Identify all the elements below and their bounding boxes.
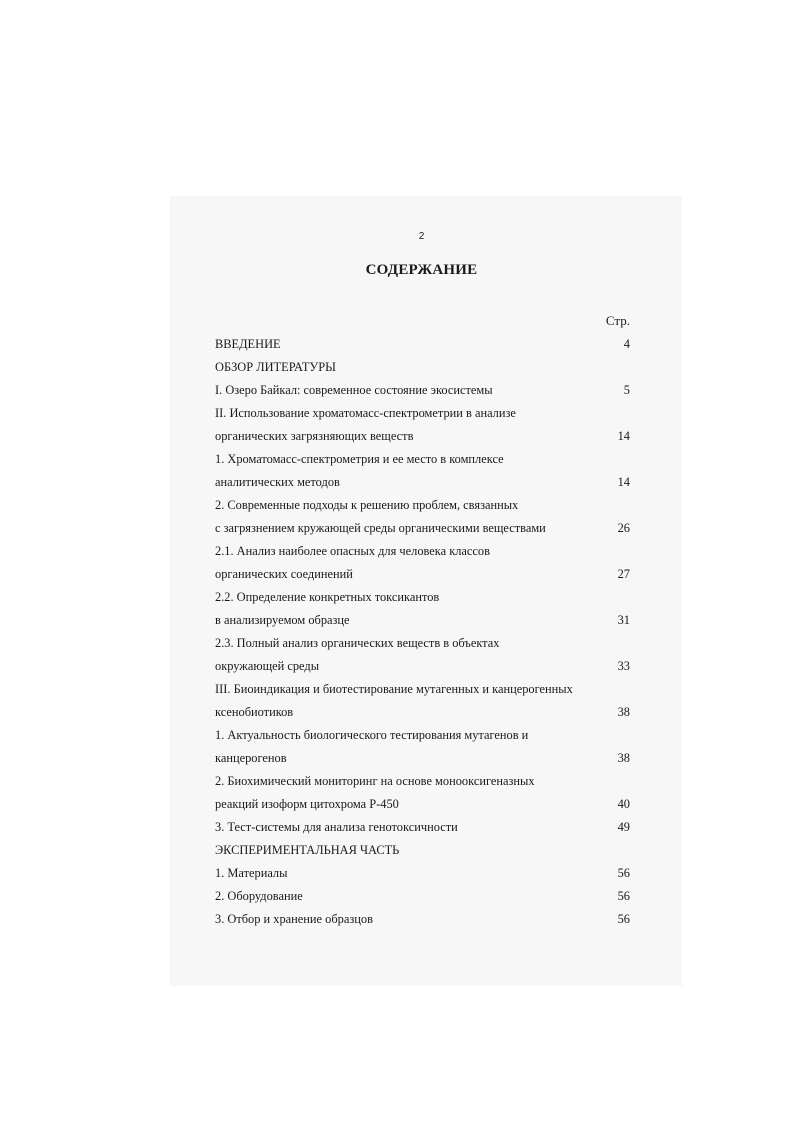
- toc-entry-page: 56: [617, 912, 630, 926]
- toc-entry-text: ОБЗОР ЛИТЕРАТУРЫ: [215, 360, 336, 374]
- toc-entry: [215, 909, 630, 932]
- toc-entry: [215, 472, 630, 495]
- toc-entry: [215, 633, 630, 656]
- toc-entry-page: 14: [617, 429, 630, 443]
- toc-entry-page: 5: [623, 383, 630, 397]
- toc-entry: [215, 886, 630, 909]
- toc-entry-page: 4: [623, 337, 630, 351]
- toc-entry-text: ЭКСПЕРИМЕНТАЛЬНАЯ ЧАСТЬ: [215, 843, 400, 857]
- toc-entry-text: органических соединений: [215, 567, 353, 581]
- toc-entry-text: II. Использование хроматомасс-спектрометрии в анализе: [215, 406, 516, 420]
- toc-entry: [215, 380, 630, 403]
- toc-entry-text: с загрязнением кружающей среды органическими веществами: [215, 521, 546, 535]
- page-column-header: Стр.: [605, 313, 630, 328]
- toc-entry-text: 3. Тест-системы для анализа генотоксичности: [215, 820, 458, 834]
- toc-entry: [215, 771, 630, 794]
- toc-entry-text: 2.1. Анализ наиболее опасных для человека классов: [215, 544, 490, 558]
- toc-entry-page: 38: [617, 751, 630, 765]
- toc-entry: [215, 495, 630, 518]
- toc-entry-page: 31: [617, 613, 630, 627]
- toc-entry-text: реакций изоформ цитохрома Р-450: [215, 797, 399, 811]
- toc-entry-page: 27: [617, 567, 630, 581]
- toc-entry-text: 1. Актуальность биологического тестирования мутагенов и: [215, 728, 529, 742]
- toc-entry-page: 38: [617, 705, 630, 719]
- toc-entry-text: ВВЕДЕНИЕ: [215, 337, 281, 351]
- toc-entry: [215, 679, 630, 702]
- toc-entry: [215, 564, 630, 587]
- page-title: СОДЕРЖАНИЕ: [365, 262, 478, 278]
- toc-entry: [215, 334, 630, 357]
- toc-entry-page: 14: [617, 475, 630, 489]
- toc-entry-page: 33: [617, 659, 630, 673]
- toc-entry-text: канцерогенов: [215, 751, 287, 765]
- toc-entry: [215, 656, 630, 679]
- toc-entry-text: 2.2. Определение конкретных токсикантов: [215, 590, 440, 604]
- toc-entry-text: органических загрязняющих веществ: [215, 429, 414, 443]
- toc-entry: [215, 357, 630, 380]
- toc-entry-text: 2. Оборудование: [215, 889, 303, 903]
- toc-entry: [215, 748, 630, 771]
- toc-entry-text: 1. Материалы: [215, 866, 288, 880]
- toc-entry: [215, 426, 630, 449]
- toc-entry: [215, 518, 630, 541]
- toc-entry: [215, 541, 630, 564]
- toc-entry-text: 3. Отбор и хранение образцов: [215, 912, 373, 926]
- toc-entry: [215, 794, 630, 817]
- toc-entry: [215, 840, 630, 863]
- toc-entry-page: 49: [617, 820, 630, 834]
- toc-entry-text: в анализируемом образце: [215, 613, 350, 627]
- toc-entry: [215, 449, 630, 472]
- toc-entry: [215, 610, 630, 633]
- page-number: 2: [418, 231, 425, 242]
- toc-entry-page: 56: [617, 866, 630, 880]
- toc-entry-text: 1. Хроматомасс-спектрометрия и ее место в комплексе: [215, 452, 504, 466]
- toc-entry-text: окружающей среды: [215, 659, 320, 673]
- toc-entry-text: 2. Современные подходы к решению проблем, связанных: [215, 498, 519, 512]
- toc-entry-page: 40: [617, 797, 630, 811]
- toc-entry-text: ксенобиотиков: [215, 705, 294, 719]
- toc-entry-text: аналитических методов: [215, 475, 340, 489]
- toc-entry: [215, 817, 630, 840]
- toc-entry: [215, 403, 630, 426]
- toc-entry-page: 26: [617, 521, 630, 535]
- toc-entry-text: III. Биоиндикация и биотестирование мутагенных и канцерогенных: [215, 682, 573, 696]
- toc-entry: [215, 725, 630, 748]
- toc-entry-page: 56: [617, 889, 630, 903]
- table-of-contents: [215, 334, 630, 932]
- toc-entry-text: I. Озеро Байкал: современное состояние экосистемы: [215, 383, 493, 397]
- toc-entry-text: 2.3. Полный анализ органических веществ в объектах: [215, 636, 500, 650]
- toc-entry: [215, 702, 630, 725]
- toc-entry: [215, 863, 630, 886]
- toc-entry-text: 2. Биохимический мониторинг на основе монооксигеназных: [215, 774, 535, 788]
- toc-entry: [215, 587, 630, 610]
